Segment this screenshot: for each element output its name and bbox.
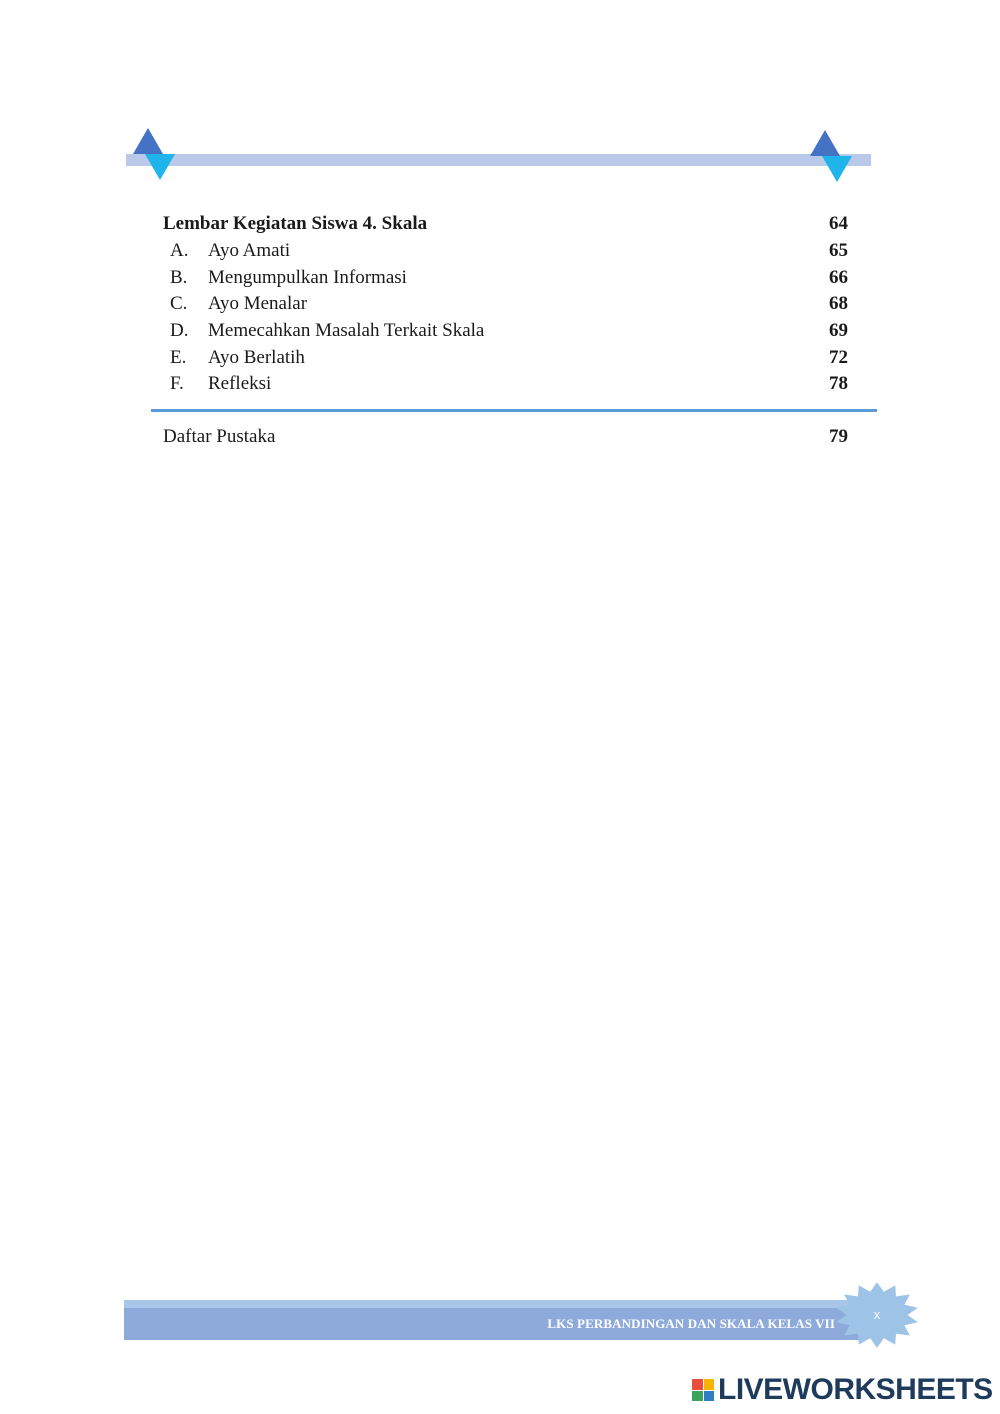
footer-band-accent xyxy=(124,1300,860,1308)
toc-item-row[interactable] xyxy=(163,265,848,291)
toc-item-row[interactable] xyxy=(163,371,848,397)
toc-item-letter: A. xyxy=(170,240,189,261)
liveworksheets-logo-icon xyxy=(692,1379,714,1401)
toc-bibliography-row[interactable] xyxy=(163,424,848,450)
footer-title: LKS PERBANDINGAN DAN SKALA KELAS VII xyxy=(547,1316,835,1331)
toc-section-row[interactable] xyxy=(163,211,848,237)
toc-item-row[interactable] xyxy=(163,318,848,344)
page-number: x xyxy=(873,1307,881,1322)
toc-page-number: 64 xyxy=(829,213,848,234)
toc-section-title: Lembar Kegiatan Siswa 4. Skala xyxy=(163,213,428,234)
toc-page-number: 65 xyxy=(829,240,848,261)
toc-item-title: Memecahkan Masalah Terkait Skala xyxy=(208,320,485,341)
toc-item-letter: B. xyxy=(170,267,188,288)
triangle-down-icon xyxy=(145,154,175,180)
toc-page-number: 72 xyxy=(829,347,848,368)
toc-page-number: 66 xyxy=(829,267,848,288)
toc-item-row[interactable] xyxy=(163,291,848,317)
toc-item-row[interactable] xyxy=(163,238,848,264)
liveworksheets-watermark[interactable] xyxy=(692,1372,993,1408)
toc-item-row[interactable] xyxy=(163,345,848,371)
toc-page-number: 79 xyxy=(829,426,848,447)
toc-page-number: 78 xyxy=(829,373,848,394)
triangle-up-icon xyxy=(133,128,163,154)
toc-item-title: Ayo Amati xyxy=(208,240,291,261)
toc-item-title: Ayo Berlatih xyxy=(208,347,305,368)
toc-bibliography-title: Daftar Pustaka xyxy=(163,426,276,447)
toc-item-title: Refleksi xyxy=(208,373,272,394)
toc-page-number: 68 xyxy=(829,293,848,314)
toc-item-letter: E. xyxy=(170,347,187,368)
toc-item-title: Mengumpulkan Informasi xyxy=(208,267,407,288)
toc-item-letter: D. xyxy=(170,320,189,341)
triangle-up-icon xyxy=(810,130,840,156)
triangle-down-icon xyxy=(822,156,852,182)
toc-item-title: Ayo Menalar xyxy=(208,293,308,314)
toc-item-letter: F. xyxy=(170,373,184,394)
toc-item-letter: C. xyxy=(170,293,188,314)
toc-page-number: 69 xyxy=(829,320,848,341)
toc-divider xyxy=(151,409,877,412)
header-band xyxy=(126,154,871,166)
watermark-text: LIVEWORKSHEETS xyxy=(718,1373,993,1406)
